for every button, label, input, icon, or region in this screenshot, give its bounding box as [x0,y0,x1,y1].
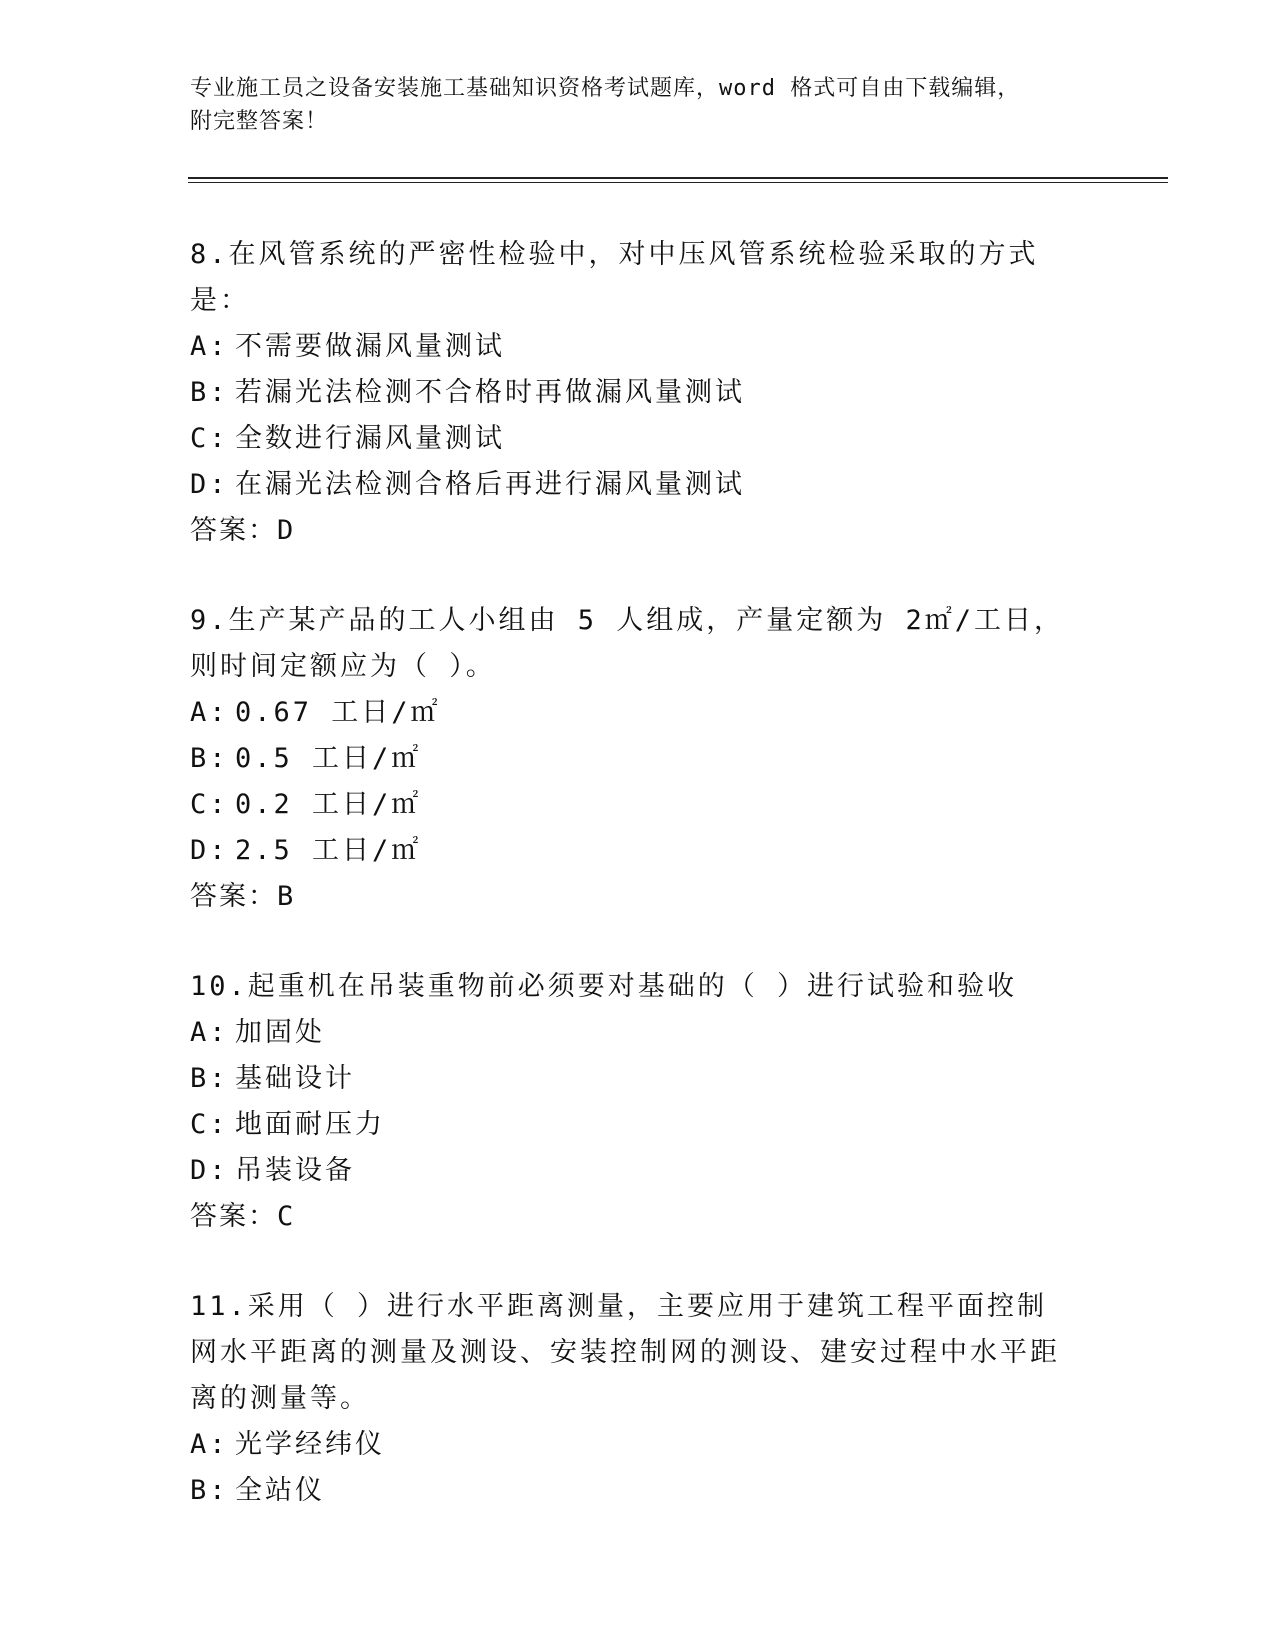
answer-line: 答案：B [190,881,296,912]
option-text: 吊装设备 [235,1155,355,1186]
question-10 [190,964,1070,1240]
header-text-line1: 专业施工员之设备安装施工基础知识资格考试题库，word 格式可自由下载编辑， [190,76,1021,101]
option-text: 基础设计 [235,1063,355,1094]
question-stem: 11.采用（ ）进行水平距离测量，主要应用于建筑工程平面控制网水平距离的测量及测设、安装控制网的测设、建安过程中水平距离的测量等。 [190,1291,1060,1414]
option-a [190,324,1070,370]
option-a [190,690,1070,736]
option-text: 若漏光法检测不合格时再做漏风量测试 [235,377,745,408]
question-stem: 10.起重机在吊装重物前必须要对基础的（ ）进行试验和验收 [190,971,1018,1002]
option-c [190,782,1070,828]
option-letter: D: [190,835,229,866]
option-b [190,370,1070,416]
option-letter: D: [190,469,229,500]
option-letter: A: [190,1017,229,1048]
option-text: 不需要做漏风量测试 [235,331,505,362]
option-text: 全站仪 [235,1475,325,1506]
option-letter: B: [190,377,229,408]
option-text: 2.5 工日/㎡ [235,835,422,866]
option-text: 0.5 工日/㎡ [235,743,422,774]
option-text: 全数进行漏风量测试 [235,423,505,454]
question-11 [190,1284,1070,1514]
option-a [190,1010,1070,1056]
option-letter: D: [190,1155,229,1186]
option-text: 地面耐压力 [235,1109,385,1140]
option-c [190,1102,1070,1148]
header-divider [188,177,1168,183]
option-list [190,324,1070,508]
option-d [190,1148,1070,1194]
option-letter: C: [190,423,229,454]
option-list [190,1010,1070,1194]
question-list [190,232,1070,1558]
question-8 [190,232,1070,554]
question-stem: 9.生产某产品的工人小组由 5 人组成，产量定额为 2㎡/工日，则时间定额应为（ ）。 [190,605,1065,682]
option-list [190,1422,1070,1514]
option-text: 0.67 工日/㎡ [235,697,441,728]
question-9 [190,598,1070,920]
option-c [190,416,1070,462]
option-d [190,828,1070,874]
option-text: 光学经纬仪 [235,1429,385,1460]
option-letter: A: [190,331,229,362]
option-letter: C: [190,789,229,820]
option-b [190,736,1070,782]
option-a [190,1422,1070,1468]
document-header [190,72,1090,138]
option-letter: B: [190,743,229,774]
option-d [190,462,1070,508]
header-text-line2: 附完整答案！ [190,109,329,134]
option-list [190,690,1070,874]
option-letter: B: [190,1063,229,1094]
option-letter: C: [190,1109,229,1140]
option-b [190,1468,1070,1514]
option-letter: A: [190,697,229,728]
answer-line: 答案：D [190,515,296,546]
option-letter: B: [190,1475,229,1506]
answer-line: 答案：C [190,1201,296,1232]
option-b [190,1056,1070,1102]
option-text: 加固处 [235,1017,325,1048]
question-stem: 8.在风管系统的严密性检验中，对中压风管系统检验采取的方式是： [190,239,1039,316]
option-text: 在漏光法检测合格后再进行漏风量测试 [235,469,745,500]
option-text: 0.2 工日/㎡ [235,789,422,820]
option-letter: A: [190,1429,229,1460]
